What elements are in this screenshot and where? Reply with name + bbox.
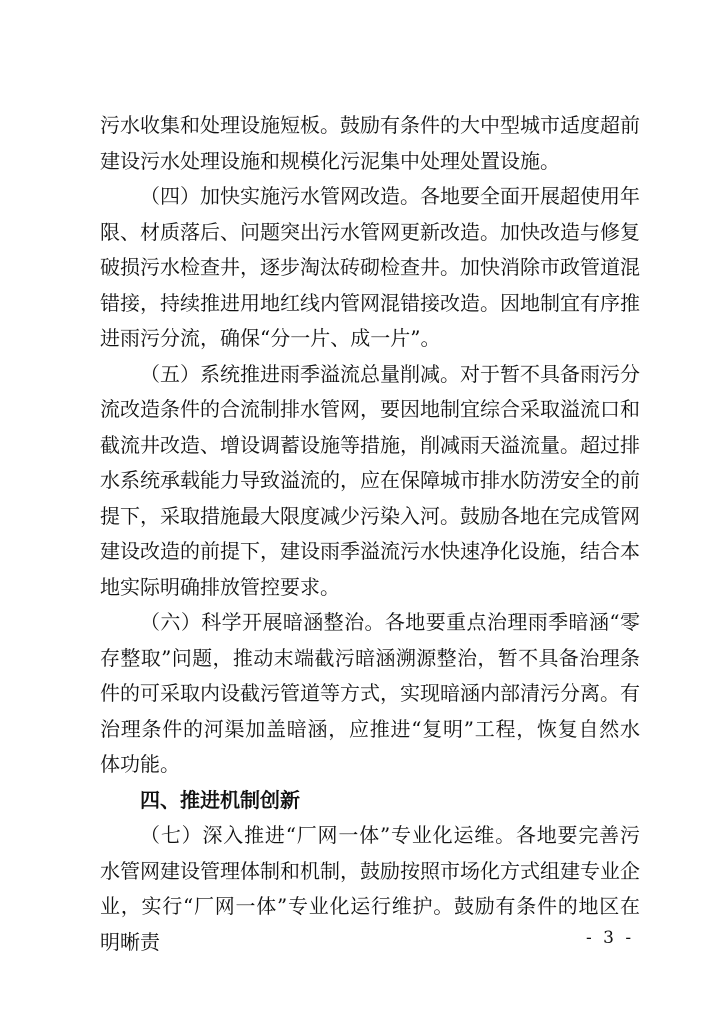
paragraph-continuation: 污水收集和处理设施短板。鼓励有条件的大中型城市适度超前建设污水处理设施和规模化污泥集中处理处置设施。 xyxy=(100,113,640,173)
page-number: - 3 - xyxy=(586,928,635,948)
body-text xyxy=(100,108,640,960)
paragraph-item-4: （四）加快实施污水管网改造。各地要全面开展超使用年限、材质落后、问题突出污水管网更新改造。加快改造与修复破损污水检查井，逐步淘汰砖砌检查井。加快消除市政管道混错接，持续推进用地红线内管网混错接改造。因地制宜有序推进雨污分流，确保“分一片、成一片”。 xyxy=(100,184,640,350)
section-heading: 四、推进机制创新 xyxy=(140,787,300,812)
paragraph-item-6: （六）科学开展暗涵整治。各地要重点治理雨季暗涵“零存整取”问题，推动末端截污暗涵溯源整治，暂不具备治理条件的可采取内设截污管道等方式，实现暗涵内部清污分离。有治理条件的河渠加盖暗涵，应推进“复明”工程，恢复自然水体功能。 xyxy=(100,610,640,776)
paragraph-item-7: （七）深入推进“厂网一体”专业化运维。各地要完善污水管网建设管理体制和机制，鼓励按照市场化方式组建专业企业，实行“厂网一体”专业化运行维护。鼓励有条件的地区在明晰责 xyxy=(100,823,640,954)
paragraph-item-5: （五）系统推进雨季溢流总量削减。对于暂不具备雨污分流改造条件的合流制排水管网，要因地制宜综合采取溢流口和截流井改造、增设调蓄设施等措施，削减雨天溢流量。超过排水系统承载能力导致溢流的，应在保障城市排水防涝安全的前提下，采取措施最大限度减少污染入河。鼓励各地在完成管网建设改造的前提下，建设雨季溢流污水快速净化设施，结合本地实际明确排放管控要求。 xyxy=(100,361,640,599)
